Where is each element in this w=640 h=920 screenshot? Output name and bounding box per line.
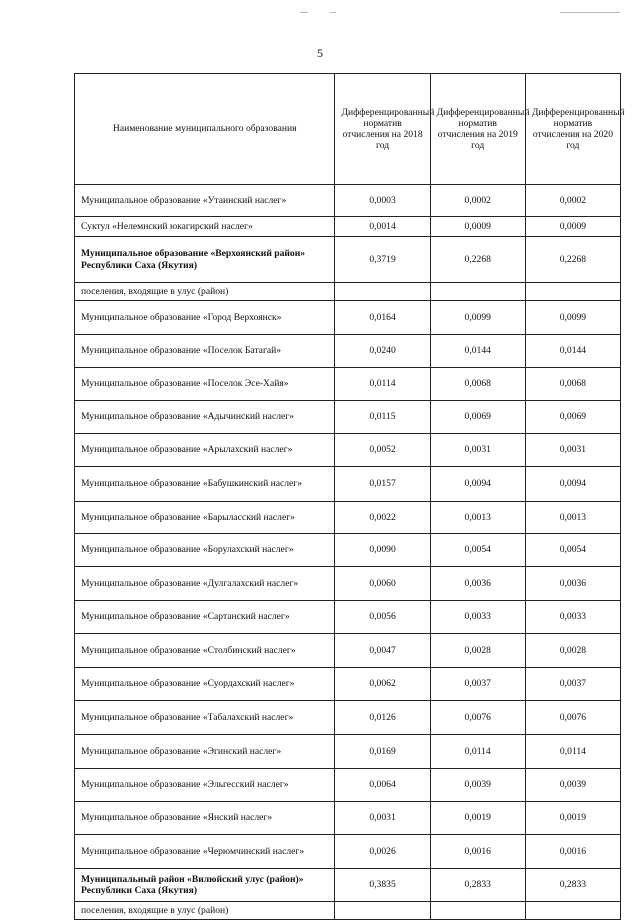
cell-2020	[525, 283, 620, 301]
cell-2019	[430, 902, 525, 920]
cell-2019: 0,0037	[430, 668, 525, 701]
cell-2020: 0,0144	[525, 335, 620, 368]
table-row	[75, 301, 621, 335]
cell-name: Муниципальное образование «Дулгалахский наслег»	[75, 567, 335, 601]
cell-2018: 0,0126	[335, 701, 430, 735]
cell-2018: 0,0014	[335, 217, 430, 237]
cell-2020: 0,0114	[525, 735, 620, 769]
cell-2018: 0,0115	[335, 401, 430, 434]
cell-name: Муниципальное образование «Бабушкинский наслег»	[75, 467, 335, 502]
cell-2020: 0,0009	[525, 217, 620, 237]
cell-name: Муниципальное образование «Столбинский наслег»	[75, 634, 335, 668]
cell-name: Муниципальное образование «Эгинский наслег»	[75, 735, 335, 769]
cell-2019: 0,0016	[430, 835, 525, 869]
cell-2019: 0,0031	[430, 434, 525, 467]
cell-2019: 0,2268	[430, 237, 525, 283]
cell-2018: 0,0060	[335, 567, 430, 601]
cell-name: Суктул «Нелемнский юкагирский наслег»	[75, 217, 335, 237]
cell-name: Муниципальный район «Вилюйский улус (район)» Республики Саха (Якутия)	[75, 869, 335, 902]
cell-2020: 0,0033	[525, 601, 620, 634]
cell-2018: 0,0157	[335, 467, 430, 502]
table-row	[75, 735, 621, 769]
cell-2018: 0,0114	[335, 368, 430, 401]
table-row	[75, 237, 621, 283]
cell-2019: 0,0054	[430, 534, 525, 567]
cell-2019: 0,0068	[430, 368, 525, 401]
cell-2018: 0,0090	[335, 534, 430, 567]
table-row	[75, 835, 621, 869]
cell-name: Муниципальное образование «Сартанский наслег»	[75, 601, 335, 634]
cell-2018: 0,0003	[335, 185, 430, 217]
cell-2018: 0,0026	[335, 835, 430, 869]
header-2018: Дифференцированный норматив отчисления на 2018 год	[335, 74, 430, 185]
cell-name: поселения, входящие в улус (район)	[75, 902, 335, 920]
cell-2019: 0,0036	[430, 567, 525, 601]
cell-name: Муниципальное образование «Черюмчинский наслег»	[75, 835, 335, 869]
cell-2018	[335, 283, 430, 301]
cell-2018: 0,0169	[335, 735, 430, 769]
cell-2020	[525, 902, 620, 920]
table-header-row	[75, 74, 621, 185]
cell-2018: 0,0047	[335, 634, 430, 668]
cell-2019: 0,0144	[430, 335, 525, 368]
cell-2020: 0,0031	[525, 434, 620, 467]
table-row	[75, 701, 621, 735]
cell-2018: 0,0031	[335, 802, 430, 835]
cell-2020: 0,0002	[525, 185, 620, 217]
cell-2019: 0,2833	[430, 869, 525, 902]
cell-name: Муниципальное образование «Борулахский наслег»	[75, 534, 335, 567]
cell-2020: 0,0039	[525, 769, 620, 802]
table-row	[75, 534, 621, 567]
table-row	[75, 802, 621, 835]
cell-2020: 0,0054	[525, 534, 620, 567]
cell-2019: 0,0009	[430, 217, 525, 237]
header-2019: Дифференцированный норматив отчисления на 2019 год	[430, 74, 525, 185]
cell-2018: 0,0052	[335, 434, 430, 467]
cell-2020: 0,0069	[525, 401, 620, 434]
cell-2019: 0,0099	[430, 301, 525, 335]
cell-2018: 0,0240	[335, 335, 430, 368]
cell-name: Муниципальное образование «Утаинский наслег»	[75, 185, 335, 217]
cell-name: Муниципальное образование «Арылахский наслег»	[75, 434, 335, 467]
cell-2020: 0,0028	[525, 634, 620, 668]
table-row	[75, 902, 621, 920]
table-row	[75, 401, 621, 434]
cell-2018: 0,0022	[335, 502, 430, 534]
page-number: 5	[317, 46, 323, 60]
cell-2018: 0,3835	[335, 869, 430, 902]
table-row	[75, 634, 621, 668]
cell-2020: 0,0019	[525, 802, 620, 835]
cell-2018: 0,0064	[335, 769, 430, 802]
cell-2020: 0,0094	[525, 467, 620, 502]
cell-name: Муниципальное образование «Верхоянский район» Республики Саха (Якутия)	[75, 237, 335, 283]
cell-name: Муниципальное образование «Поселок Эсе-Хайя»	[75, 368, 335, 401]
cell-2019: 0,0013	[430, 502, 525, 534]
table-row	[75, 283, 621, 301]
table-row	[75, 601, 621, 634]
cell-2019: 0,0028	[430, 634, 525, 668]
table-row	[75, 567, 621, 601]
cell-2018: 0,0056	[335, 601, 430, 634]
header-2020: Дифференцированный норматив отчисления на 2020 год	[525, 74, 620, 185]
table-row	[75, 467, 621, 502]
cell-2019: 0,0039	[430, 769, 525, 802]
cell-name: Муниципальное образование «Суордахский наслег»	[75, 668, 335, 701]
table-row	[75, 502, 621, 534]
cell-2020: 0,0068	[525, 368, 620, 401]
cell-2019: 0,0114	[430, 735, 525, 769]
cell-name: Муниципальное образование «Табалахский наслег»	[75, 701, 335, 735]
cell-2019: 0,0069	[430, 401, 525, 434]
cell-2019: 0,0002	[430, 185, 525, 217]
cell-2020: 0,0076	[525, 701, 620, 735]
cell-2019	[430, 283, 525, 301]
table-row	[75, 869, 621, 902]
cell-2018: 0,0062	[335, 668, 430, 701]
cell-2018: 0,0164	[335, 301, 430, 335]
table-row	[75, 434, 621, 467]
table-row	[75, 217, 621, 237]
cell-2019: 0,0094	[430, 467, 525, 502]
cell-name: Муниципальное образование «Город Верхоянск»	[75, 301, 335, 335]
table-row	[75, 769, 621, 802]
table-row	[75, 185, 621, 217]
table-row	[75, 335, 621, 368]
cell-name: Муниципальное образование «Барыласский наслег»	[75, 502, 335, 534]
cell-2020: 0,2833	[525, 869, 620, 902]
header-name: Наименование муниципального образования	[75, 74, 335, 185]
normatives-table	[74, 73, 625, 920]
cell-2020: 0,0016	[525, 835, 620, 869]
cell-2020: 0,0099	[525, 301, 620, 335]
cell-2019: 0,0076	[430, 701, 525, 735]
cell-name: Муниципальное образование «Поселок Батагай»	[75, 335, 335, 368]
scan-artifacts	[0, 12, 640, 18]
cell-2020: 0,0037	[525, 668, 620, 701]
table-row	[75, 668, 621, 701]
cell-name: Муниципальное образование «Янский наслег»	[75, 802, 335, 835]
cell-2020: 0,0036	[525, 567, 620, 601]
cell-2018	[335, 902, 430, 920]
cell-2018: 0,3719	[335, 237, 430, 283]
cell-2019: 0,0033	[430, 601, 525, 634]
cell-name: Муниципальное образование «Эльгесский наслег»	[75, 769, 335, 802]
table-row	[75, 368, 621, 401]
cell-2020: 0,2268	[525, 237, 620, 283]
cell-name: Муниципальное образование «Адычинский наслег»	[75, 401, 335, 434]
cell-2020: 0,0013	[525, 502, 620, 534]
cell-name: поселения, входящие в улус (район)	[75, 283, 335, 301]
cell-2019: 0,0019	[430, 802, 525, 835]
